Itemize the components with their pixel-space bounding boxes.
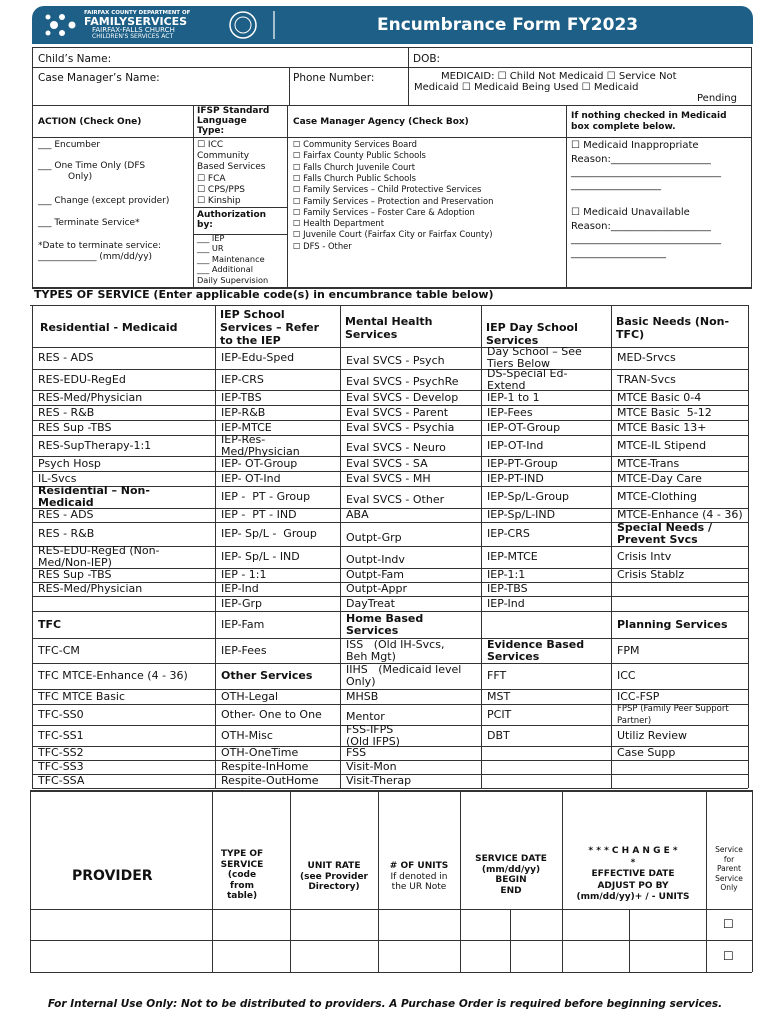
service-code: Respite-InHome	[221, 760, 309, 773]
service-code: PCIT	[487, 708, 512, 721]
change-header: *	[630, 857, 636, 868]
service-code: RES-Med/Physician	[38, 582, 143, 595]
service-code: RES Sup -TBS	[38, 568, 112, 581]
agency-option[interactable]: ☐ Family Services – Child Protective Services	[293, 184, 482, 195]
org-line-4: CHILDREN'S SERVICES ACT	[92, 33, 174, 40]
h-rule	[32, 347, 748, 348]
service-code: Case Supp	[617, 746, 676, 759]
service-code: TFC-CM	[38, 644, 80, 657]
service-code: DS-Special Ed- Extend	[487, 367, 568, 392]
ifsp-option[interactable]: ☐ CPS/PPS	[197, 184, 245, 195]
num-units-header: # OF UNITS	[389, 861, 449, 871]
service-code: ICC-FSP	[617, 690, 660, 703]
h-rule	[32, 137, 752, 138]
agency-option[interactable]: ☐ Community Services Board	[293, 139, 417, 149]
service-code: IEP-Grp	[221, 597, 262, 610]
medicaid-unavailable-checkbox[interactable]: ☐ Medicaid Unavailable	[571, 207, 690, 218]
dfs-logo	[40, 9, 300, 41]
agency-option[interactable]: ☐ Family Services – Protection and Preservation	[293, 195, 494, 206]
col-header-iep-day-school: IEP Day School	[486, 321, 578, 334]
service-code: RES Sup -TBS	[38, 421, 112, 434]
service-code: ICC	[617, 669, 636, 682]
service-code: IEP-MTCE	[221, 421, 272, 434]
v-rule	[215, 305, 216, 788]
service-code: MTCE-Clothing	[617, 490, 697, 503]
medicaid-inappropriate-checkbox[interactable]: ☐ Medicaid Inappropriate	[571, 140, 699, 151]
type-of-service-header: SERVICE	[220, 859, 264, 870]
ifsp-header-line: IFSP Standard	[197, 106, 270, 116]
form-title: Encumbrance Form FY2023	[377, 15, 639, 35]
action-option[interactable]: ___ Change (except provider)	[38, 196, 170, 206]
service-code: DBT	[487, 729, 510, 742]
h-rule	[30, 790, 752, 792]
service-code: MED-Srvcs	[617, 351, 676, 364]
v-rule	[629, 909, 630, 972]
unit-rate-header: Directory)	[308, 882, 360, 892]
service-code: RES - R&B	[38, 527, 95, 540]
org-line-2: FAMILYSERVICES	[84, 15, 188, 28]
service-code: IEP-Fees	[221, 644, 267, 657]
service-code: IEP - PT - IND	[221, 508, 297, 521]
type-of-service-header: from	[230, 880, 254, 891]
service-code: Crisis Stablz	[617, 568, 685, 581]
unit-rate-header: UNIT RATE	[307, 861, 361, 871]
dob-label: DOB:	[413, 53, 441, 65]
service-code: FSS-IFPS (Old IFPS)	[346, 723, 400, 748]
case-manager-label: Case Manager’s Name:	[38, 72, 160, 84]
service-code: TRAN-Svcs	[617, 373, 676, 386]
h-rule	[32, 67, 752, 68]
service-code: IEP-TBS	[487, 582, 528, 595]
num-units-header: If denoted in	[390, 871, 448, 882]
v-rule	[290, 790, 291, 972]
service-code: IEP- Sp/L - IND	[221, 550, 300, 563]
service-code: IEP-PT-Group	[487, 457, 558, 470]
service-code: IEP - PT - Group	[221, 490, 311, 503]
v-rule	[193, 105, 194, 287]
reason-2-blank-a[interactable]: ______________________________	[571, 234, 721, 245]
service-code: FFT	[487, 669, 507, 682]
col-header-mental-health: Services	[345, 328, 398, 341]
internal-use-footer: For Internal Use Only: Not to be distributed to providers. A Purchase Order is required before beginning services.	[47, 998, 723, 1010]
service-code: IEP-Res- Med/Physician	[221, 433, 300, 458]
service-code: Home Based Services	[346, 612, 424, 637]
authorization-header-line: by:	[197, 220, 213, 230]
service-code: RES-SupTherapy-1:1	[38, 439, 152, 452]
service-code: IEP- Sp/L - Group	[221, 527, 317, 540]
change-header: EFFECTIVE DATE	[591, 869, 675, 879]
reason-1-field[interactable]: Reason:____________________	[571, 154, 711, 165]
service-code: MTCE Basic 0-4	[617, 391, 702, 404]
service-code: TFC-SS3	[38, 760, 84, 773]
h-rule	[32, 47, 752, 48]
agency-option[interactable]: ☐ Juvenile Court (Fairfax City or Fairfax County)	[293, 229, 493, 240]
service-code: Eval SVCS - Develop	[346, 391, 459, 404]
service-code: IEP-1 to 1	[487, 391, 540, 404]
authorization-option[interactable]: ___ Additional	[197, 264, 253, 275]
h-rule	[32, 105, 752, 106]
service-code: IEP- OT-Group	[221, 457, 298, 470]
service-code: ISS (Old IH-Svcs, Beh Mgt)	[346, 638, 445, 663]
v-rule	[566, 105, 567, 287]
col-header-mental-health: Mental Health	[345, 315, 433, 328]
ifsp-option[interactable]: Community	[197, 151, 250, 162]
service-code: Crisis Intv	[617, 550, 672, 563]
parent-service-checkbox-1[interactable]: ☐	[723, 917, 734, 931]
medicaid-status-line-3: Pending	[697, 93, 737, 104]
service-code: MTCE-IL Stipend	[617, 439, 707, 452]
type-of-service-header: TYPE OF	[220, 849, 264, 859]
service-code: Other- One to One	[221, 708, 322, 721]
service-code: TFC-SS0	[38, 708, 84, 721]
medicaid-box-header-line: If nothing checked in Medicaid	[571, 111, 727, 121]
service-date-header: BEGIN	[495, 875, 527, 885]
service-code: MTCE-Enhance (4 - 36)	[617, 508, 743, 521]
service-code: TFC MTCE Basic	[38, 690, 126, 703]
service-code: Visit-Mon	[346, 760, 397, 773]
parent-service-header: Service	[715, 845, 743, 854]
authorization-option[interactable]: ___ IEP	[197, 233, 225, 243]
v-rule	[289, 67, 290, 105]
service-code: Eval SVCS - PsychRe	[346, 375, 459, 388]
v-rule	[611, 305, 612, 788]
service-code: Other Services	[221, 669, 313, 682]
provider-header: PROVIDER	[72, 868, 153, 884]
agency-option[interactable]: ☐ Fairfax County Public Schools	[293, 150, 426, 161]
service-date-header: SERVICE DATE	[475, 854, 547, 864]
service-code: MTCE-Day Care	[617, 472, 702, 485]
service-code: IEP-Fees	[487, 406, 533, 419]
service-code: Mentor	[346, 710, 385, 723]
col-header-iep-school: to the IEP	[220, 334, 281, 347]
child-name-label: Child’s Name:	[38, 53, 112, 65]
service-code: FSS	[346, 746, 367, 759]
action-option[interactable]: ___ Terminate Service*	[38, 218, 140, 228]
v-rule	[30, 790, 31, 972]
service-code: Eval SVCS - MH	[346, 472, 431, 485]
service-code: Eval SVCS - Psych	[346, 354, 445, 367]
h-rule	[32, 369, 748, 370]
v-rule	[408, 47, 409, 105]
phone-label: Phone Number:	[293, 72, 375, 84]
service-code: TFC	[38, 618, 62, 631]
num-units-header: the UR Note	[391, 882, 447, 892]
service-code: IEP-Sp/L-IND	[487, 508, 556, 521]
change-header: * * * C H A N G E *	[588, 846, 678, 856]
action-option: Only)	[68, 172, 93, 182]
col-header-iep-day-school: Services	[486, 334, 539, 347]
service-code: IEP-R&B	[221, 406, 266, 419]
service-code: IEP-TBS	[221, 391, 262, 404]
service-code: RES-Med/Physician	[38, 391, 143, 404]
service-code: Respite-OutHome	[221, 774, 319, 787]
service-code: Psych Hosp	[38, 457, 101, 470]
type-of-service-header: table)	[226, 891, 258, 901]
change-header: ADJUST PO BY	[597, 880, 669, 891]
service-code: Eval SVCS - SA	[346, 457, 428, 470]
medicaid-status-line-2[interactable]: Medicaid ☐ Medicaid Being Used ☐ Medicaid	[414, 82, 639, 93]
service-code: Evidence Based Services	[487, 638, 585, 663]
v-rule	[340, 305, 341, 788]
v-rule	[510, 909, 511, 972]
agency-option[interactable]: ☐ Falls Church Public Schools	[293, 172, 416, 183]
service-code: Eval SVCS - Other	[346, 493, 445, 506]
service-code: IEP-OT-Group	[487, 421, 561, 434]
agency-option[interactable]: ☐ DFS - Other	[293, 240, 352, 251]
service-code: Visit-Therap	[346, 774, 412, 787]
service-code: MTCE Basic 5-12	[617, 406, 712, 419]
service-code: FPSP (Family Peer Support Partner)	[617, 704, 729, 726]
change-header: (mm/dd/yy)+ / - UNITS	[576, 892, 690, 902]
service-code: IEP-OT-Ind	[487, 439, 544, 452]
service-code: Residential – Non- Medicaid	[38, 484, 150, 509]
v-rule	[460, 790, 461, 972]
authorization-option[interactable]: ___ Maintenance	[197, 253, 265, 264]
org-line-3: FAIRFAX-FALLS CHURCH	[92, 26, 175, 34]
agency-option[interactable]: ☐ Family Services – Foster Care & Adoption	[293, 206, 475, 217]
v-rule	[751, 47, 752, 287]
ifsp-option[interactable]: ☐ FCA	[197, 173, 226, 184]
col-header-iep-school: Services – Refer	[220, 321, 320, 334]
reason-1-blank-b[interactable]: __________________	[571, 180, 661, 191]
service-code: IEP-CRS	[221, 373, 264, 386]
ifsp-option[interactable]: ☐ ICC	[197, 140, 224, 150]
parent-service-header: Service	[715, 873, 743, 883]
service-code: MTCE Basic 13+	[617, 421, 707, 434]
parent-service-header: Parent	[716, 864, 741, 873]
col-header-iep-school: IEP School	[220, 308, 285, 321]
service-code: FPM	[617, 644, 640, 657]
unit-rate-header: (see Provider	[300, 871, 368, 882]
action-option[interactable]: ___ One Time Only (DFS	[38, 161, 146, 171]
service-date-header: END	[500, 885, 522, 896]
service-code: Eval SVCS - Psychia	[346, 421, 455, 434]
medicaid-status-line-1[interactable]: MEDICAID: ☐ Child Not Medicaid ☐ Service Not	[441, 71, 677, 82]
agency-option[interactable]: ☐ Falls Church Juvenile Court	[293, 161, 415, 172]
agency-option[interactable]: ☐ Health Department	[293, 218, 385, 229]
form-banner	[32, 6, 753, 44]
service-code: IEP-1:1	[487, 568, 526, 581]
v-rule	[32, 305, 33, 788]
org-line-1: FAIRFAX COUNTY DEPARTMENT OF	[84, 10, 191, 16]
service-code: Outpt-Indv	[346, 553, 405, 566]
service-code: TFC MTCE-Enhance (4 - 36)	[38, 669, 188, 682]
service-code: IEP-Ind	[487, 597, 525, 610]
col-header-basic-needs: TFC)	[616, 328, 645, 341]
agency-header: Case Manager Agency (Check Box)	[293, 117, 469, 127]
service-code: IEP-Edu-Sped	[221, 351, 295, 364]
col-header-basic-needs: Basic Needs (Non-	[616, 315, 730, 328]
service-code: RES - R&B	[38, 406, 95, 419]
service-code: Planning Services	[617, 618, 728, 631]
service-code: RES - ADS	[38, 351, 94, 364]
reason-2-field[interactable]: Reason:____________________	[571, 221, 711, 232]
authorization-header-line: Authorization	[197, 210, 267, 220]
ifsp-option[interactable]: Based Services	[197, 162, 266, 173]
service-code: OTH-OneTime	[221, 746, 299, 759]
service-code: Eval SVCS - Neuro	[346, 441, 446, 454]
parent-service-header: Only	[720, 883, 738, 892]
service-code: MHSB	[346, 690, 379, 703]
service-code: Utiliz Review	[617, 729, 688, 742]
service-code: IEP-MTCE	[487, 550, 538, 563]
h-rule	[30, 940, 752, 941]
service-code: MTCE-Trans	[617, 457, 680, 470]
h-rule	[30, 305, 748, 306]
ifsp-option[interactable]: ☐ Kinship	[197, 196, 241, 206]
service-code: RES - ADS	[38, 508, 94, 521]
service-code: IEP-Ind	[221, 582, 259, 595]
h-rule	[30, 909, 752, 910]
service-code: IIHS (Medicaid level Only)	[346, 663, 462, 688]
v-rule	[481, 305, 482, 788]
ifsp-header-line: Type:	[197, 126, 225, 136]
h-rule	[32, 435, 748, 436]
service-code: TFC-SS2	[38, 746, 84, 759]
service-code: MST	[487, 690, 511, 703]
parent-service-checkbox-2[interactable]: ☐	[723, 949, 734, 963]
service-code: IEP-Sp/L-Group	[487, 490, 570, 503]
v-rule	[32, 47, 33, 287]
service-date-header: (mm/dd/yy)	[481, 864, 541, 875]
service-code: IEP-PT-IND	[487, 472, 544, 485]
service-code: IEP- OT-Ind	[221, 472, 281, 485]
medicaid-box-header-line: box complete below.	[571, 122, 676, 132]
action-option: *Date to terminate service:	[38, 241, 162, 251]
types-of-service-title: TYPES OF SERVICE (Enter applicable code(s) in encumbrance table below)	[34, 288, 494, 301]
service-code: IEP-CRS	[487, 527, 530, 540]
reason-1-blank-a[interactable]: ______________________________	[571, 167, 721, 178]
service-code: Day School – See Tiers Below	[487, 345, 582, 370]
action-header: ACTION (Check One)	[38, 117, 142, 127]
service-code: TFC-SSA	[38, 774, 85, 787]
action-option: _____________ (mm/dd/yy)	[38, 252, 153, 262]
ifsp-header-line: Language	[197, 116, 247, 126]
service-code: DayTreat	[346, 597, 395, 610]
authorization-option[interactable]: ___ UR	[197, 243, 224, 254]
service-code: Outpt-Grp	[346, 531, 402, 544]
reason-2-blank-b[interactable]: ___________________	[571, 248, 666, 259]
service-code: Outpt-Appr	[346, 582, 407, 595]
service-code: TFC-SS1	[38, 729, 84, 742]
service-code: OTH-Misc	[221, 729, 273, 742]
h-rule	[32, 788, 748, 789]
parent-service-header: for	[723, 854, 735, 864]
service-code: IL-Svcs	[38, 472, 77, 485]
service-code: IEP - 1:1	[221, 568, 267, 581]
col-header-residential: Residential - Medicaid	[40, 321, 178, 334]
service-code: RES-EDU-RegEd (Non- Med/Non-IEP)	[38, 544, 160, 569]
service-code: ABA	[346, 508, 369, 521]
v-rule	[378, 790, 379, 972]
service-code: IEP-Fam	[221, 618, 265, 631]
service-code: Eval SVCS - Parent	[346, 406, 449, 419]
action-option[interactable]: ___ Encumber	[38, 140, 101, 150]
service-code: Special Needs / Prevent Svcs	[617, 521, 712, 546]
authorization-option: Daily Supervision	[197, 274, 269, 285]
type-of-service-header: (code	[227, 870, 257, 880]
v-rule	[752, 790, 753, 972]
v-rule	[748, 305, 749, 788]
service-code: RES-EDU-RegEd	[38, 373, 126, 386]
service-code: Outpt-Fam	[346, 568, 404, 581]
service-code: OTH-Legal	[221, 690, 279, 703]
v-rule	[287, 105, 288, 287]
h-rule	[30, 972, 752, 973]
